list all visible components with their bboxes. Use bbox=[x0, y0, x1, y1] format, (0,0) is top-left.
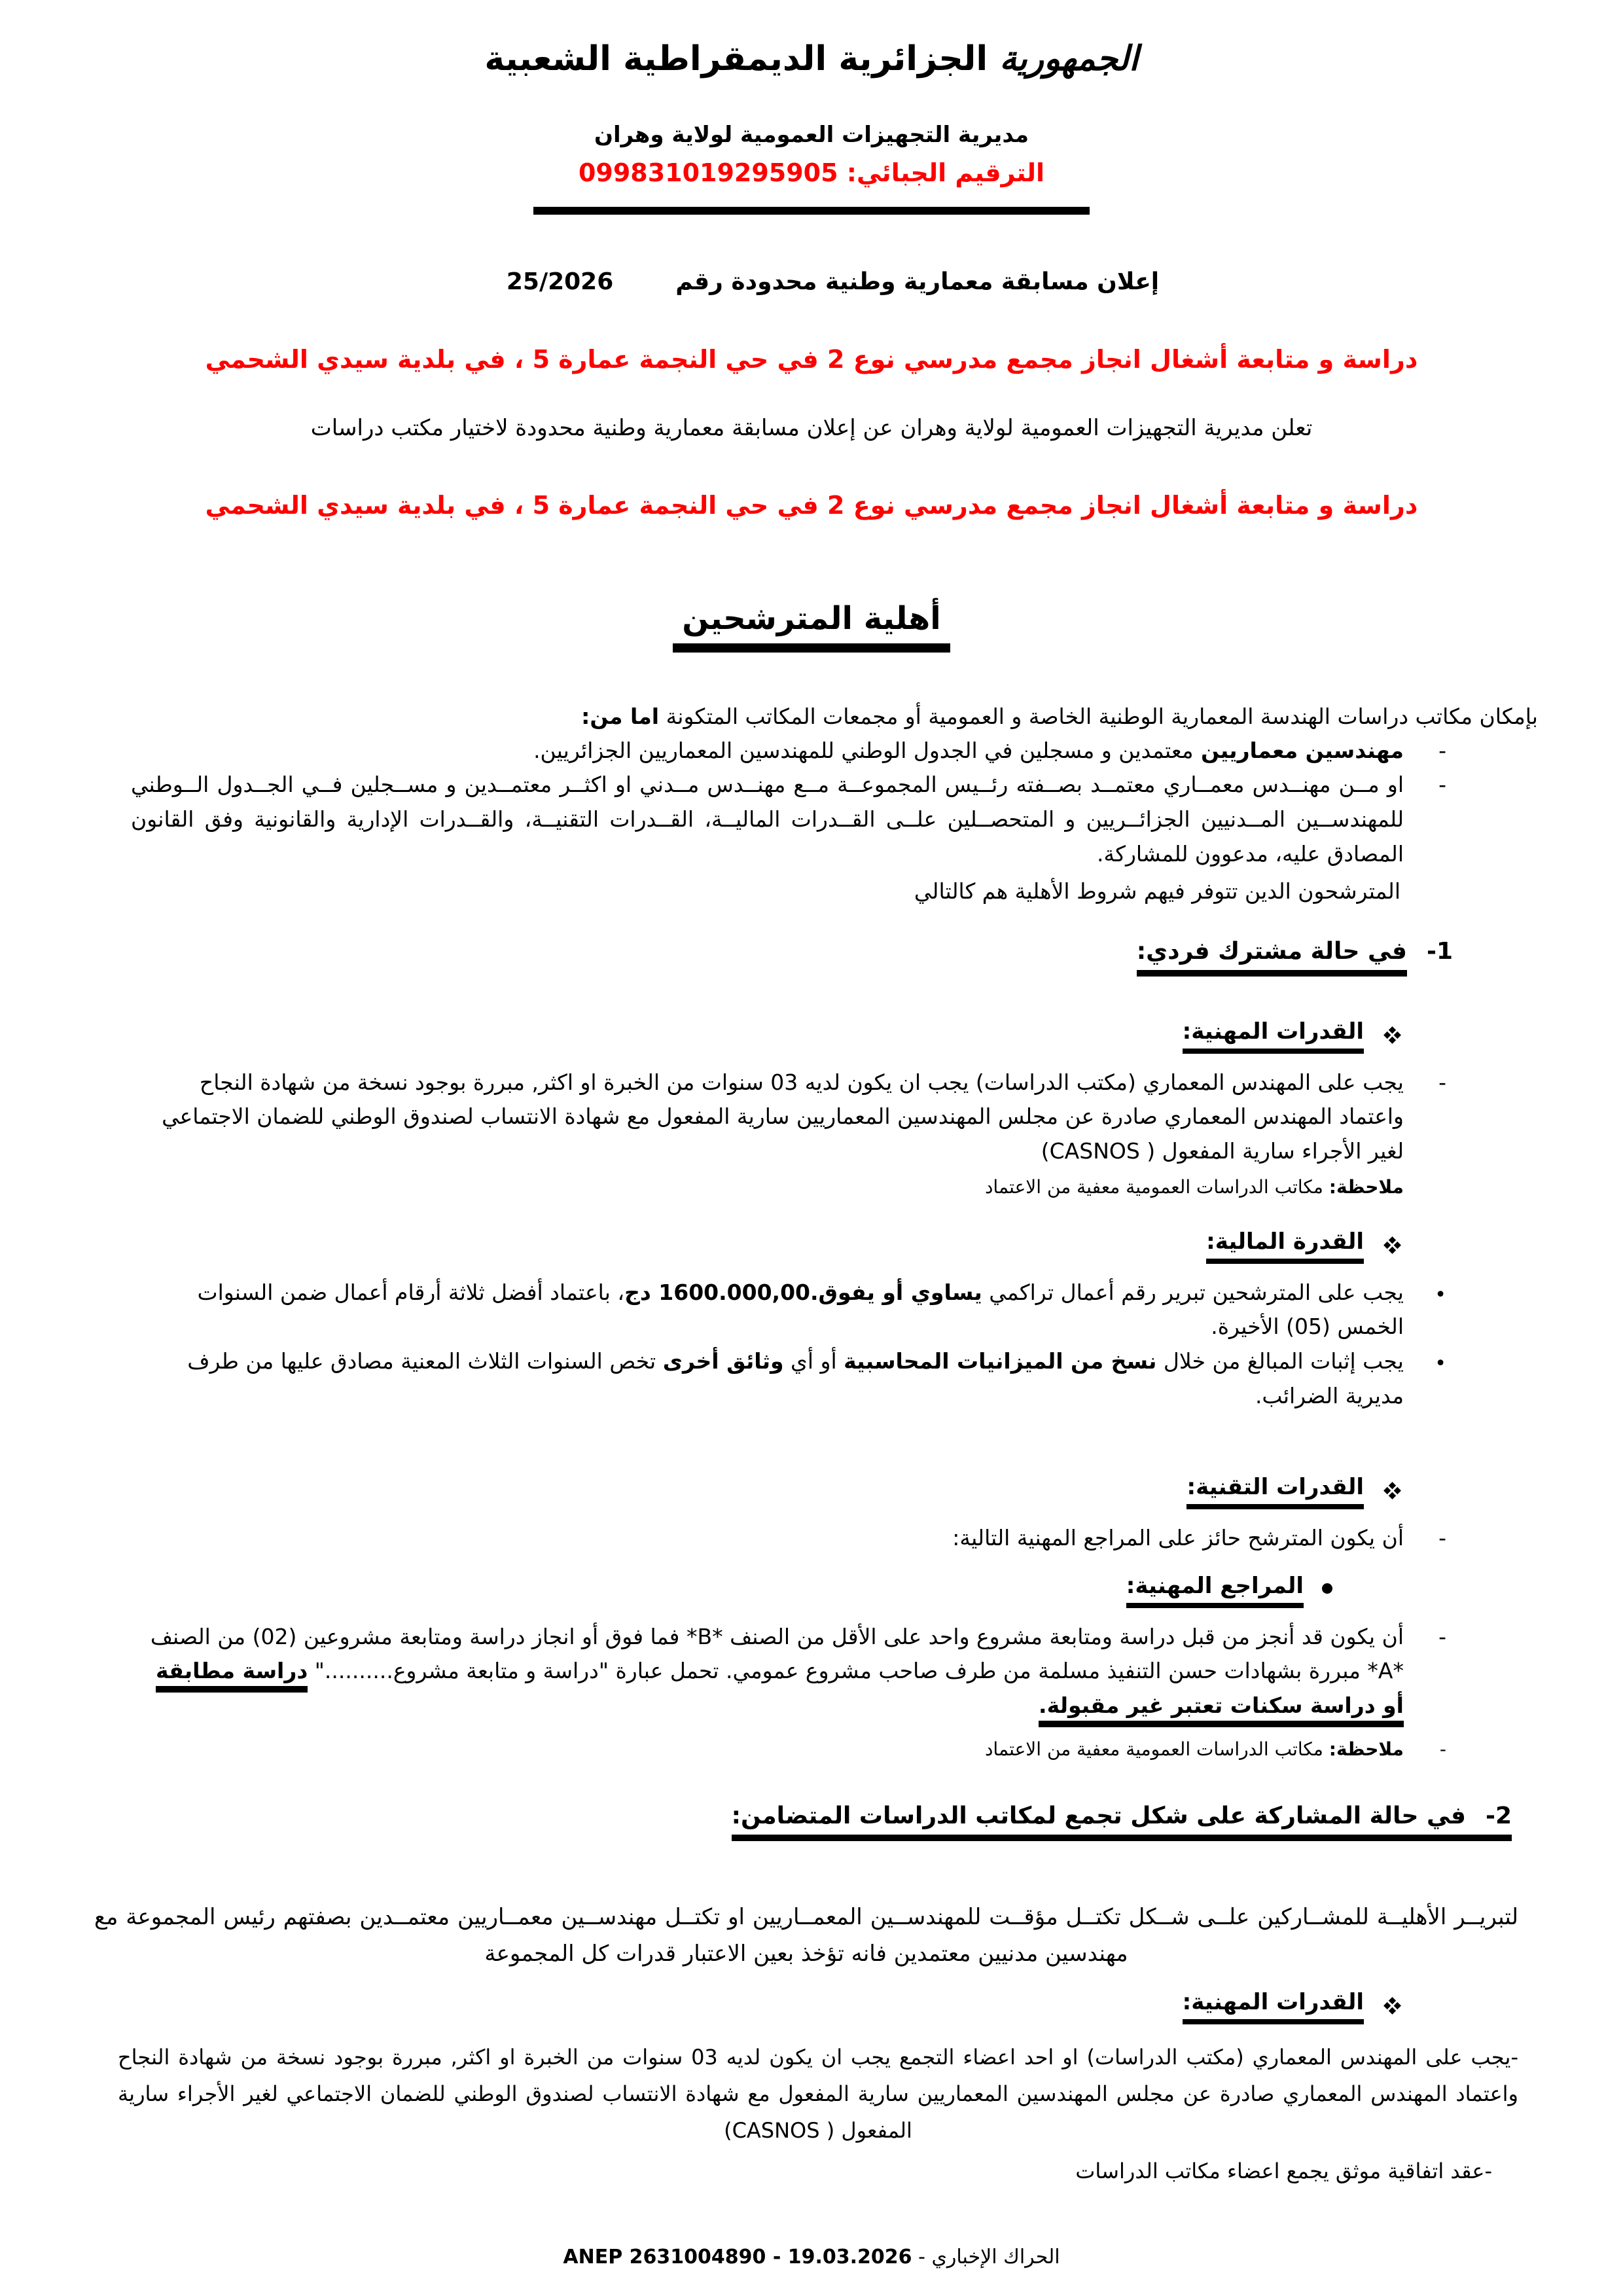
project-title-red-2: دراسة و متابعة أشغال انجاز مجمع مدرسي نوع 2 في حي النجمة عمارة 5 ، في بلدية سيدي الشحمي bbox=[205, 491, 1418, 520]
tax-id-label: الترقيم الجبائي: bbox=[838, 158, 1045, 187]
professional-note bbox=[59, 1173, 1404, 1202]
references-item-rejected: دراسة مطابقة أو دراسة سكنات تعتبر غير مقبولة. bbox=[156, 1658, 1404, 1727]
technical-item-text: أن يكون المترشح حائز على المراجع المهنية التالية: bbox=[952, 1524, 1404, 1551]
professional-capabilities-item-text: يجب على المهندس المعماري (مكتب الدراسات) يجب ان يكون لديه 03 سنوات من الخبرة او اكثر, مبررة بوجود نسخة من شهادة النجاح واعتماد المهندس المعماري صادرة عن مجلس المهندسين المعماريين سارية المفعول مع شهادة الانتساب لصندوق الوطني للضمان الاجتماعي لغير الأجراء سارية المفعول ( CASNOS) bbox=[162, 1069, 1404, 1164]
eligibility-section-title bbox=[59, 600, 1564, 653]
eligibility-intro-bold: اما من: bbox=[581, 704, 660, 730]
professional-capabilities-heading bbox=[59, 1018, 1402, 1054]
balance-bold1: نسخ من الميزانيات المحاسبية bbox=[844, 1348, 1157, 1374]
tax-id-number: 099831019295905 bbox=[578, 158, 838, 187]
dash-bullet-icon: - bbox=[1438, 772, 1446, 798]
references-item-pre: أن يكون قد أنجز من قبل دراسة ومتابعة مشروع واحد على الأقل من الصنف *B* فما فوق أو انجاز دراسة ومتابعة مشروعين (02) من الصنف *A* مبررة بشهادات حسن التنفيذ مسلمة من طرف صاحب مشروع عمومي. تحمل عبارة "دراسة و متابعة مشروع.........." bbox=[150, 1623, 1404, 1684]
diamond-bullet-icon bbox=[1383, 1236, 1401, 1254]
lead-architect-bullet bbox=[131, 768, 1446, 871]
technical-item bbox=[131, 1521, 1446, 1556]
financial-item-balance-sheets-text bbox=[131, 1344, 1404, 1414]
dash-bullet-icon: - bbox=[1438, 737, 1446, 763]
case2-intro: لتبريــر الأهليــة للمشــاركين علــى شــكل تكتــل مؤقــت للمهندســين المعمــاريين او تكتــل مهندســين معمــاريين معتمــدين بصفتهم رئيس المجموعة مع مهندسين مدنيين معتمدين فانه تؤخذ بعين الاعتبار قدرات كل المجموعة bbox=[94, 1903, 1518, 1967]
case1-heading bbox=[59, 938, 1453, 977]
footer-line bbox=[0, 2246, 1623, 2269]
professional-capabilities-title: القدرات المهنية: bbox=[1183, 1018, 1364, 1054]
architects-bullet-text bbox=[131, 734, 1404, 768]
references-item bbox=[131, 1620, 1446, 1723]
diamond-bullet-icon bbox=[1383, 1482, 1401, 1499]
case1-title: في حالة مشترك فردي: bbox=[1137, 938, 1407, 977]
financial-capability-title: القدرة المالية: bbox=[1206, 1229, 1364, 1264]
directorate-subtitle: مديرية التجهيزات العمومية لولاية وهران bbox=[594, 122, 1029, 148]
page-title-word1: الجمهورية bbox=[999, 39, 1139, 79]
case2-requirement-paragraph: -يجب على المهندس المعماري (مكتب الدراسات) او احد اعضاء التجمع يجب ان يكون لديه 03 سنوات من الخبرة او اكثر, مبررة بوجود نسخة من شهادة النجاح واعتماد المهندس المعماري صادرة عن مجلس المهندسين المعماريين سارية المفعول مع شهادة الانتساب لصندوق الوطني للضمان الاجتماعي لغير الأجراء سارية المفعول ( CASNOS) bbox=[118, 2045, 1519, 2144]
financial-capability-heading bbox=[59, 1229, 1402, 1264]
eligibility-intro bbox=[85, 700, 1538, 733]
dash-bullet-icon: - bbox=[1439, 1738, 1446, 1761]
case2-number: 2- bbox=[1485, 1802, 1512, 1829]
financial-item-turnover-text bbox=[131, 1276, 1404, 1345]
turnover-pre: يجب على المترشحين تبرير رقم أعمال تراكمي bbox=[982, 1279, 1404, 1305]
page-title-rest: الجزائرية الديمقراطية الشعبية bbox=[484, 39, 1000, 79]
turnover-amount: يساوي أو يفوق.1600.000,00 دج bbox=[624, 1279, 982, 1305]
competition-number-line bbox=[59, 268, 1564, 295]
dash-bullet-icon: - bbox=[1438, 1524, 1446, 1551]
case1-number: 1- bbox=[1426, 937, 1453, 965]
case2-agreement-line: -عقد اتفاقية موثق يجمع اعضاء مكاتب الدراسات bbox=[1075, 2159, 1492, 2184]
footer-separator: - bbox=[912, 2246, 932, 2269]
footer-source: الحراك الإخباري bbox=[931, 2246, 1060, 2269]
anep-reference: ANEP 2631004890 - 19.03.2026 bbox=[563, 2246, 912, 2269]
technical-capabilities-title: القدرات التقنية: bbox=[1186, 1474, 1364, 1509]
eligibility-intro-text: بإمكان مكاتب دراسات الهندسة المعمارية الوطنية الخاصة و العمومية أو مجمعات المكاتب المتكونة bbox=[659, 704, 1538, 730]
balance-mid: أو أي bbox=[783, 1348, 844, 1374]
case2-title-wrap bbox=[732, 1803, 1512, 1841]
technical-capabilities-heading bbox=[59, 1474, 1402, 1509]
announcement-intro: تعلن مديرية التجهيزات العمومية لولاية وهران عن إعلان مسابقة معمارية وطنية محدودة لاختيار مكتب دراسات bbox=[310, 415, 1313, 442]
architects-bullet bbox=[131, 734, 1446, 768]
competition-year: /2026 bbox=[539, 268, 614, 295]
project-title-red: دراسة و متابعة أشغال انجاز مجمع مدرسي نوع 2 في حي النجمة عمارة 5 ، في بلدية سيدي الشحمي bbox=[205, 345, 1418, 374]
references-note-text bbox=[131, 1735, 1404, 1765]
eligibility-section-title-text: أهلية المترشحين bbox=[673, 600, 950, 653]
case2-title: في حالة المشاركة على شكل تجمع لمكاتب الدراسات المتضامن: bbox=[731, 1802, 1466, 1829]
professional-capabilities-item bbox=[131, 1066, 1446, 1169]
architects-bullet-rest: معتمدين و مسجلين في الجدول الوطني للمهندسين المعماريين الجزائريين. bbox=[533, 737, 1194, 763]
case2-heading bbox=[59, 1803, 1512, 1841]
case2-professional-heading bbox=[59, 1989, 1402, 2024]
competition-number: 25 bbox=[506, 268, 539, 295]
page-title bbox=[59, 39, 1564, 79]
professional-note-text: مكاتب الدراسات العمومية معفية من الاعتماد bbox=[984, 1175, 1329, 1198]
architects-bullet-bold: مهندسين معماريين bbox=[1193, 737, 1404, 763]
dash-bullet-icon: - bbox=[1438, 1069, 1446, 1095]
references-item-text bbox=[131, 1620, 1404, 1723]
references-note bbox=[131, 1735, 1446, 1765]
professional-note-label: ملاحظة: bbox=[1329, 1175, 1404, 1198]
dot-bullet-icon bbox=[1322, 1583, 1332, 1594]
references-note-body: مكاتب الدراسات العمومية معفية من الاعتماد bbox=[984, 1738, 1329, 1761]
balance-post: تخص السنوات الثلاث المعنية مصادق عليها من طرف مديرية الضرائب. bbox=[187, 1348, 1404, 1409]
case2-professional-title: القدرات المهنية: bbox=[1183, 1989, 1364, 2024]
references-note-label: ملاحظة: bbox=[1329, 1738, 1404, 1761]
diamond-bullet-icon bbox=[1383, 1026, 1401, 1044]
balance-bold2: وثائق أخرى bbox=[662, 1348, 784, 1374]
financial-item-turnover bbox=[131, 1276, 1446, 1345]
dot-bullet-icon: • bbox=[1435, 1352, 1446, 1376]
professional-references-title: المراجع المهنية: bbox=[1126, 1573, 1304, 1608]
financial-item-balance-sheets bbox=[131, 1344, 1446, 1414]
tax-id-line bbox=[59, 158, 1564, 187]
professional-references-heading bbox=[59, 1573, 1335, 1608]
competition-label: إعلان مسابقة معمارية وطنية محدودة رقم bbox=[675, 268, 1160, 295]
dot-bullet-icon: • bbox=[1435, 1283, 1446, 1306]
lead-architect-bullet-text: او مــن مهنــدس معمــاري معتمــد بصــفته رئــيس المجموعــة مــع مهنــدس مــدني او اكثــر معتمــدين و مســجلين فــي الجــدول الــوطني للمهندســين المــدنيين الجزائــريين و المتحصــلين علــى القــدرات الماليــة، القــدرات التقنيــة، والقــدرات الإدارية والقانونية وفق القانون المصادق عليه، مدعوون للمشاركة. bbox=[131, 772, 1404, 867]
turnover-post: ، باعتماد أفضل ثلاثة أرقام أعمال ضمن السنوات الخمس (05) الأخيرة. bbox=[197, 1279, 1404, 1340]
diamond-bullet-icon bbox=[1383, 1997, 1401, 2015]
balance-pre: يجب إثبات المبالغ من خلال bbox=[1156, 1348, 1404, 1374]
eligibility-conditions-line: المترشحون الدين تتوفر فيهم شروط الأهلية هم كالتالي bbox=[914, 878, 1400, 904]
header-divider bbox=[533, 207, 1090, 215]
dash-bullet-icon: - bbox=[1438, 1623, 1446, 1649]
